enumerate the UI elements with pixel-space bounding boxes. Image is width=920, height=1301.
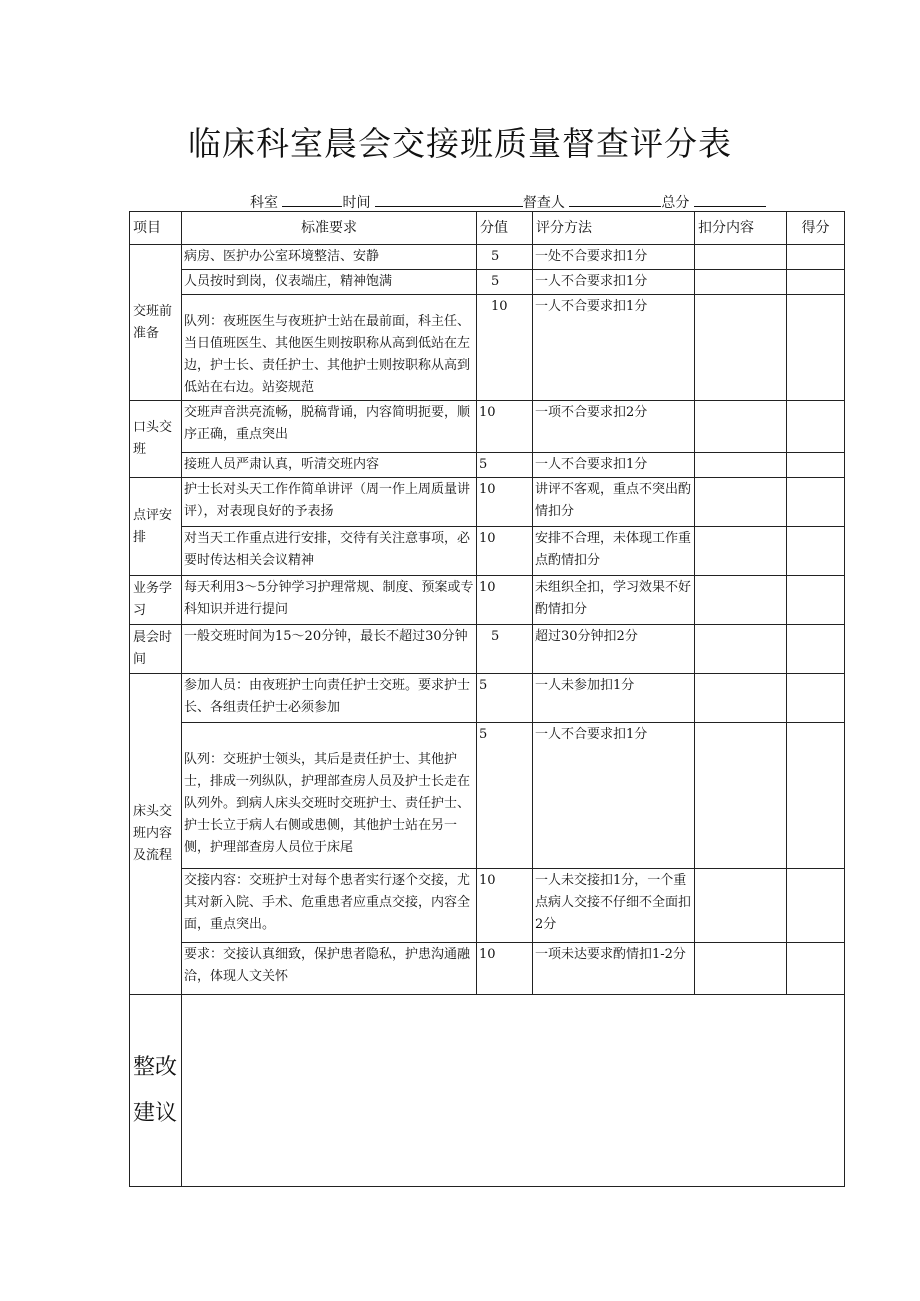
score-cell: 10 [477,478,533,527]
score-cell: 5 [477,723,533,869]
method-cell: 一人不合要求扣1分 [533,453,695,478]
method-cell: 安排不合理，未体现工作重点酌情扣分 [533,527,695,576]
result-cell[interactable] [787,527,845,576]
score-table [129,211,845,1187]
result-cell[interactable] [787,625,845,674]
deduct-cell[interactable] [695,674,787,723]
score-cell: 5 [477,453,533,478]
deduct-cell[interactable] [695,245,787,270]
deduct-cell[interactable] [695,943,787,995]
suggestion-area[interactable] [182,995,845,1187]
standard-cell: 接班人员严肃认真，听清交班内容 [182,453,477,478]
group-review: 点评安排 [130,478,182,576]
inspector-label: 督查人 [522,195,565,211]
header-row [130,212,845,245]
standard-cell: 人员按时到岗，仪表端庄，精神饱满 [182,270,477,295]
standard-cell: 要求：交接认真细致，保护患者隐私，护患沟通融洽，体现人文关怀 [182,943,477,995]
time-label: 时间 [342,195,371,211]
score-cell: 5 [477,625,533,674]
method-cell: 一人未参加扣1分 [533,674,695,723]
score-cell: 10 [477,576,533,625]
standard-cell: 病房、医护办公室环境整洁、安静 [182,245,477,270]
standard-cell: 参加人员：由夜班护士向责任护士交班。要求护士长、各组责任护士必须参加 [182,674,477,723]
table-row [130,674,845,723]
method-cell: 未组织全扣，学习效果不好酌情扣分 [533,576,695,625]
deduct-cell[interactable] [695,625,787,674]
table-row [130,245,845,270]
table-row [130,478,845,527]
table-row [130,723,845,869]
group-bedside: 床头交班内容及流程 [130,674,182,995]
method-cell: 讲评不客观，重点不突出酌情扣分 [533,478,695,527]
result-cell[interactable] [787,270,845,295]
group-prep: 交班前准备 [130,245,182,401]
group-suggest: 整改建议 [130,995,182,1187]
table-row [130,295,845,401]
table-row [130,270,845,295]
result-cell[interactable] [787,674,845,723]
deduct-cell[interactable] [695,453,787,478]
deduct-cell[interactable] [695,576,787,625]
method-cell: 一项不合要求扣2分 [533,401,695,453]
score-cell: 5 [477,674,533,723]
score-cell: 10 [477,401,533,453]
score-cell: 10 [477,943,533,995]
standard-cell: 队列：夜班医生与夜班护士站在最前面，科主任、当日值班医生、其他医生则按职称从高到低站在左边，护士长、责任护士、其他护士则按职称从高到低站在右边。站姿规范 [182,295,477,401]
header-standard: 标准要求 [182,212,477,245]
standard-cell: 护士长对头天工作作简单讲评（周一作上周质量讲评），对表现良好的予表扬 [182,478,477,527]
table-row [130,453,845,478]
score-cell: 10 [477,295,533,401]
result-cell[interactable] [787,401,845,453]
group-duration: 晨会时间 [130,625,182,674]
result-cell[interactable] [787,478,845,527]
header-score: 分值 [477,212,533,245]
deduct-cell[interactable] [695,723,787,869]
deduct-cell[interactable] [695,869,787,943]
standard-cell: 一般交班时间为15～20分钟，最长不超过30分钟 [182,625,477,674]
result-cell[interactable] [787,723,845,869]
table-row [130,401,845,453]
result-cell[interactable] [787,869,845,943]
method-cell: 一人不合要求扣1分 [533,270,695,295]
method-cell: 一人不合要求扣1分 [533,723,695,869]
score-cell: 5 [477,245,533,270]
time-field[interactable] [375,194,523,207]
score-cell: 10 [477,869,533,943]
result-cell[interactable] [787,295,845,401]
group-oral: 口头交班 [130,401,182,478]
dept-field[interactable] [282,194,342,207]
method-cell: 一项未达要求酌情扣1-2分 [533,943,695,995]
page-title: 临床科室晨会交接班质量督查评分表 [188,124,732,163]
standard-cell: 交接内容：交班护士对每个患者实行逐个交接，尤其对新入院、手术、危重患者应重点交接，内容全面，重点突出。 [182,869,477,943]
suggestion-row [130,995,845,1187]
score-cell: 10 [477,527,533,576]
total-field[interactable] [694,194,766,207]
standard-cell: 交班声音洪亮流畅，脱稿背诵，内容简明扼要，顺序正确，重点突出 [182,401,477,453]
table-row [130,869,845,943]
header-item: 项目 [130,212,182,245]
table-row [130,527,845,576]
method-cell: 一人不合要求扣1分 [533,295,695,401]
standard-cell: 对当天工作重点进行安排，交待有关注意事项，必要时传达相关会议精神 [182,527,477,576]
header-result: 得分 [787,212,845,245]
deduct-cell[interactable] [695,401,787,453]
inspector-field[interactable] [569,194,661,207]
table-row [130,576,845,625]
dept-label: 科室 [250,195,278,211]
deduct-cell[interactable] [695,295,787,401]
header-method: 评分方法 [533,212,695,245]
header-deduct: 扣分内容 [695,212,787,245]
method-cell: 一处不合要求扣1分 [533,245,695,270]
result-cell[interactable] [787,576,845,625]
group-study: 业务学习 [130,576,182,625]
table-row [130,625,845,674]
deduct-cell[interactable] [695,478,787,527]
deduct-cell[interactable] [695,270,787,295]
score-cell: 5 [477,270,533,295]
result-cell[interactable] [787,453,845,478]
result-cell[interactable] [787,245,845,270]
total-label: 总分 [661,195,690,211]
standard-cell: 每天利用3～5分钟学习护理常规、制度、预案或专科知识并进行提问 [182,576,477,625]
result-cell[interactable] [787,943,845,995]
method-cell: 一人未交接扣1分，一个重点病人交接不仔细不全面扣2分 [533,869,695,943]
standard-cell: 队列：交班护士领头，其后是责任护士、其他护士，排成一列纵队，护理部查房人员及护士长走在队列外。到病人床头交班时交班护士、责任护士、护士长立于病人右侧或患侧，其他护士站在另一侧，护理部查房人员位于床尾 [182,723,477,869]
table-row [130,943,845,995]
form-meta [250,192,766,212]
deduct-cell[interactable] [695,527,787,576]
method-cell: 超过30分钟扣2分 [533,625,695,674]
